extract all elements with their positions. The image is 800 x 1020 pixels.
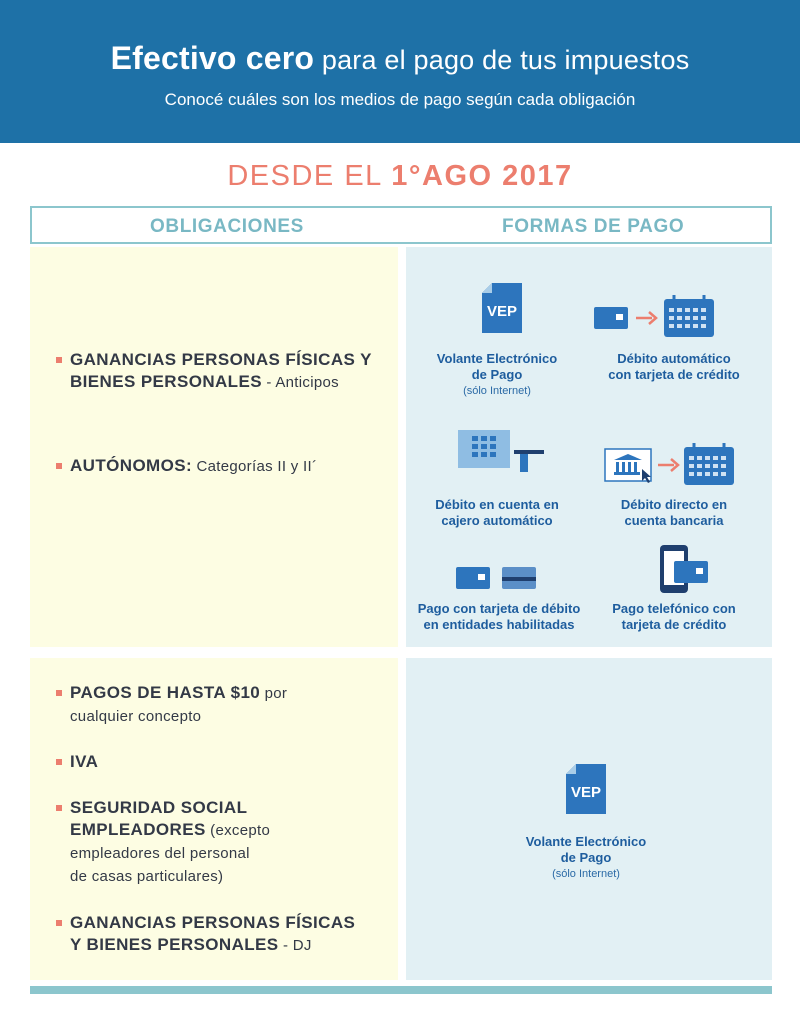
payment-method-line2: cuenta bancaria [624, 513, 724, 528]
payment-method [586, 351, 762, 383]
bottom-divider [30, 986, 772, 994]
section1-payments-panel [406, 247, 772, 647]
bank-to-calendar-icon [604, 443, 736, 489]
bullet-icon [56, 805, 62, 811]
obligation-rest: Categorías II y II´ [192, 458, 318, 475]
obligation-rest: - Anticipos [261, 374, 339, 391]
page-title [0, 40, 800, 77]
obligation-item [70, 455, 317, 478]
obligation-rest: (excepto [205, 822, 271, 839]
payment-method-line2: de Pago [471, 367, 523, 382]
payments-header: FORMAS DE PAGO [502, 216, 685, 237]
title-rest: para el pago de tus impuestos [321, 45, 690, 75]
card-to-calendar-icon [594, 295, 718, 339]
obligation-item [70, 349, 372, 394]
obligation-line4: de casas particulares) [70, 868, 224, 885]
payment-method-line2: con tarjeta de crédito [608, 367, 740, 382]
payment-method-line1: Pago telefónico con [612, 601, 736, 616]
obligation-bold: PAGOS DE HASTA $10 [70, 683, 261, 702]
page-subtitle: Conocé cuáles son los medios de pago según cada obligación [164, 90, 636, 109]
payment-method-note: (sólo Internet) [463, 385, 531, 397]
title-bold: Efectivo cero [110, 40, 315, 76]
payment-method-line1: Volante Electrónico [525, 834, 647, 849]
obligation-line3: empleadores del personal [70, 845, 250, 862]
payment-method [586, 497, 762, 529]
obligation-bold: SEGURIDAD SOCIAL [70, 798, 248, 817]
payment-method [414, 497, 580, 529]
vep-badge-text: VEP [486, 303, 518, 320]
obligation-line2: cualquier concepto [70, 708, 202, 725]
obligation-rest: por [260, 685, 288, 702]
obligation-bold: AUTÓNOMOS: [70, 456, 193, 475]
payment-method-line1: Volante Electrónico [436, 351, 558, 366]
obligation-rest: - DJ [278, 937, 312, 954]
vep-badge-text: VEP [570, 784, 602, 801]
obligation-bold: GANANCIAS PERSONAS FÍSICAS Y [70, 350, 372, 369]
payment-method [414, 601, 584, 633]
vep-document-icon [566, 764, 606, 814]
atm-icon [458, 430, 546, 472]
bullet-icon [56, 920, 62, 926]
payment-method-line1: Pago con tarjeta de débito [417, 601, 581, 616]
obligation-bold: GANANCIAS PERSONAS FÍSICAS [70, 913, 356, 932]
obligation-item [70, 682, 287, 728]
phone-card-icon [656, 545, 710, 593]
section2-payments-panel [406, 658, 772, 980]
obligation-bold-2: EMPLEADORES [70, 820, 206, 839]
bullet-icon [56, 690, 62, 696]
obligation-item [70, 797, 270, 888]
effective-date [0, 160, 800, 193]
bullet-icon [56, 759, 62, 765]
obligation-item [70, 751, 98, 773]
payment-method-note: (sólo Internet) [552, 868, 620, 880]
payment-method-line2: tarjeta de crédito [621, 617, 727, 632]
obligation-bold-2: BIENES PERSONALES [70, 372, 262, 391]
column-headers [30, 206, 772, 244]
payment-method-line2: en entidades habilitadas [423, 617, 575, 632]
obligation-item [70, 912, 355, 957]
payment-method-line2: cajero automático [441, 513, 553, 528]
obligations-header: OBLIGACIONES [150, 216, 304, 237]
bullet-icon [56, 463, 62, 469]
header-banner [0, 0, 800, 143]
obligation-bold: IVA [70, 752, 99, 771]
payment-method-line1: Débito automático [617, 351, 731, 366]
payment-method-line2: de Pago [560, 850, 612, 865]
section2-obligations-panel [30, 658, 398, 980]
effective-date-prefix: DESDE EL [227, 160, 382, 192]
section1-obligations-panel [30, 247, 398, 647]
vep-document-icon [482, 283, 522, 333]
payment-method [496, 834, 676, 882]
bullet-icon [56, 357, 62, 363]
payment-method [414, 351, 580, 399]
payment-method-line1: Débito en cuenta en [435, 497, 559, 512]
payment-method [586, 601, 762, 633]
payment-method-line1: Débito directo en [620, 497, 728, 512]
debit-cards-icon [456, 567, 540, 589]
obligation-bold-2: Y BIENES PERSONALES [70, 935, 279, 954]
effective-date-value: 1°AGO 2017 [391, 160, 573, 192]
